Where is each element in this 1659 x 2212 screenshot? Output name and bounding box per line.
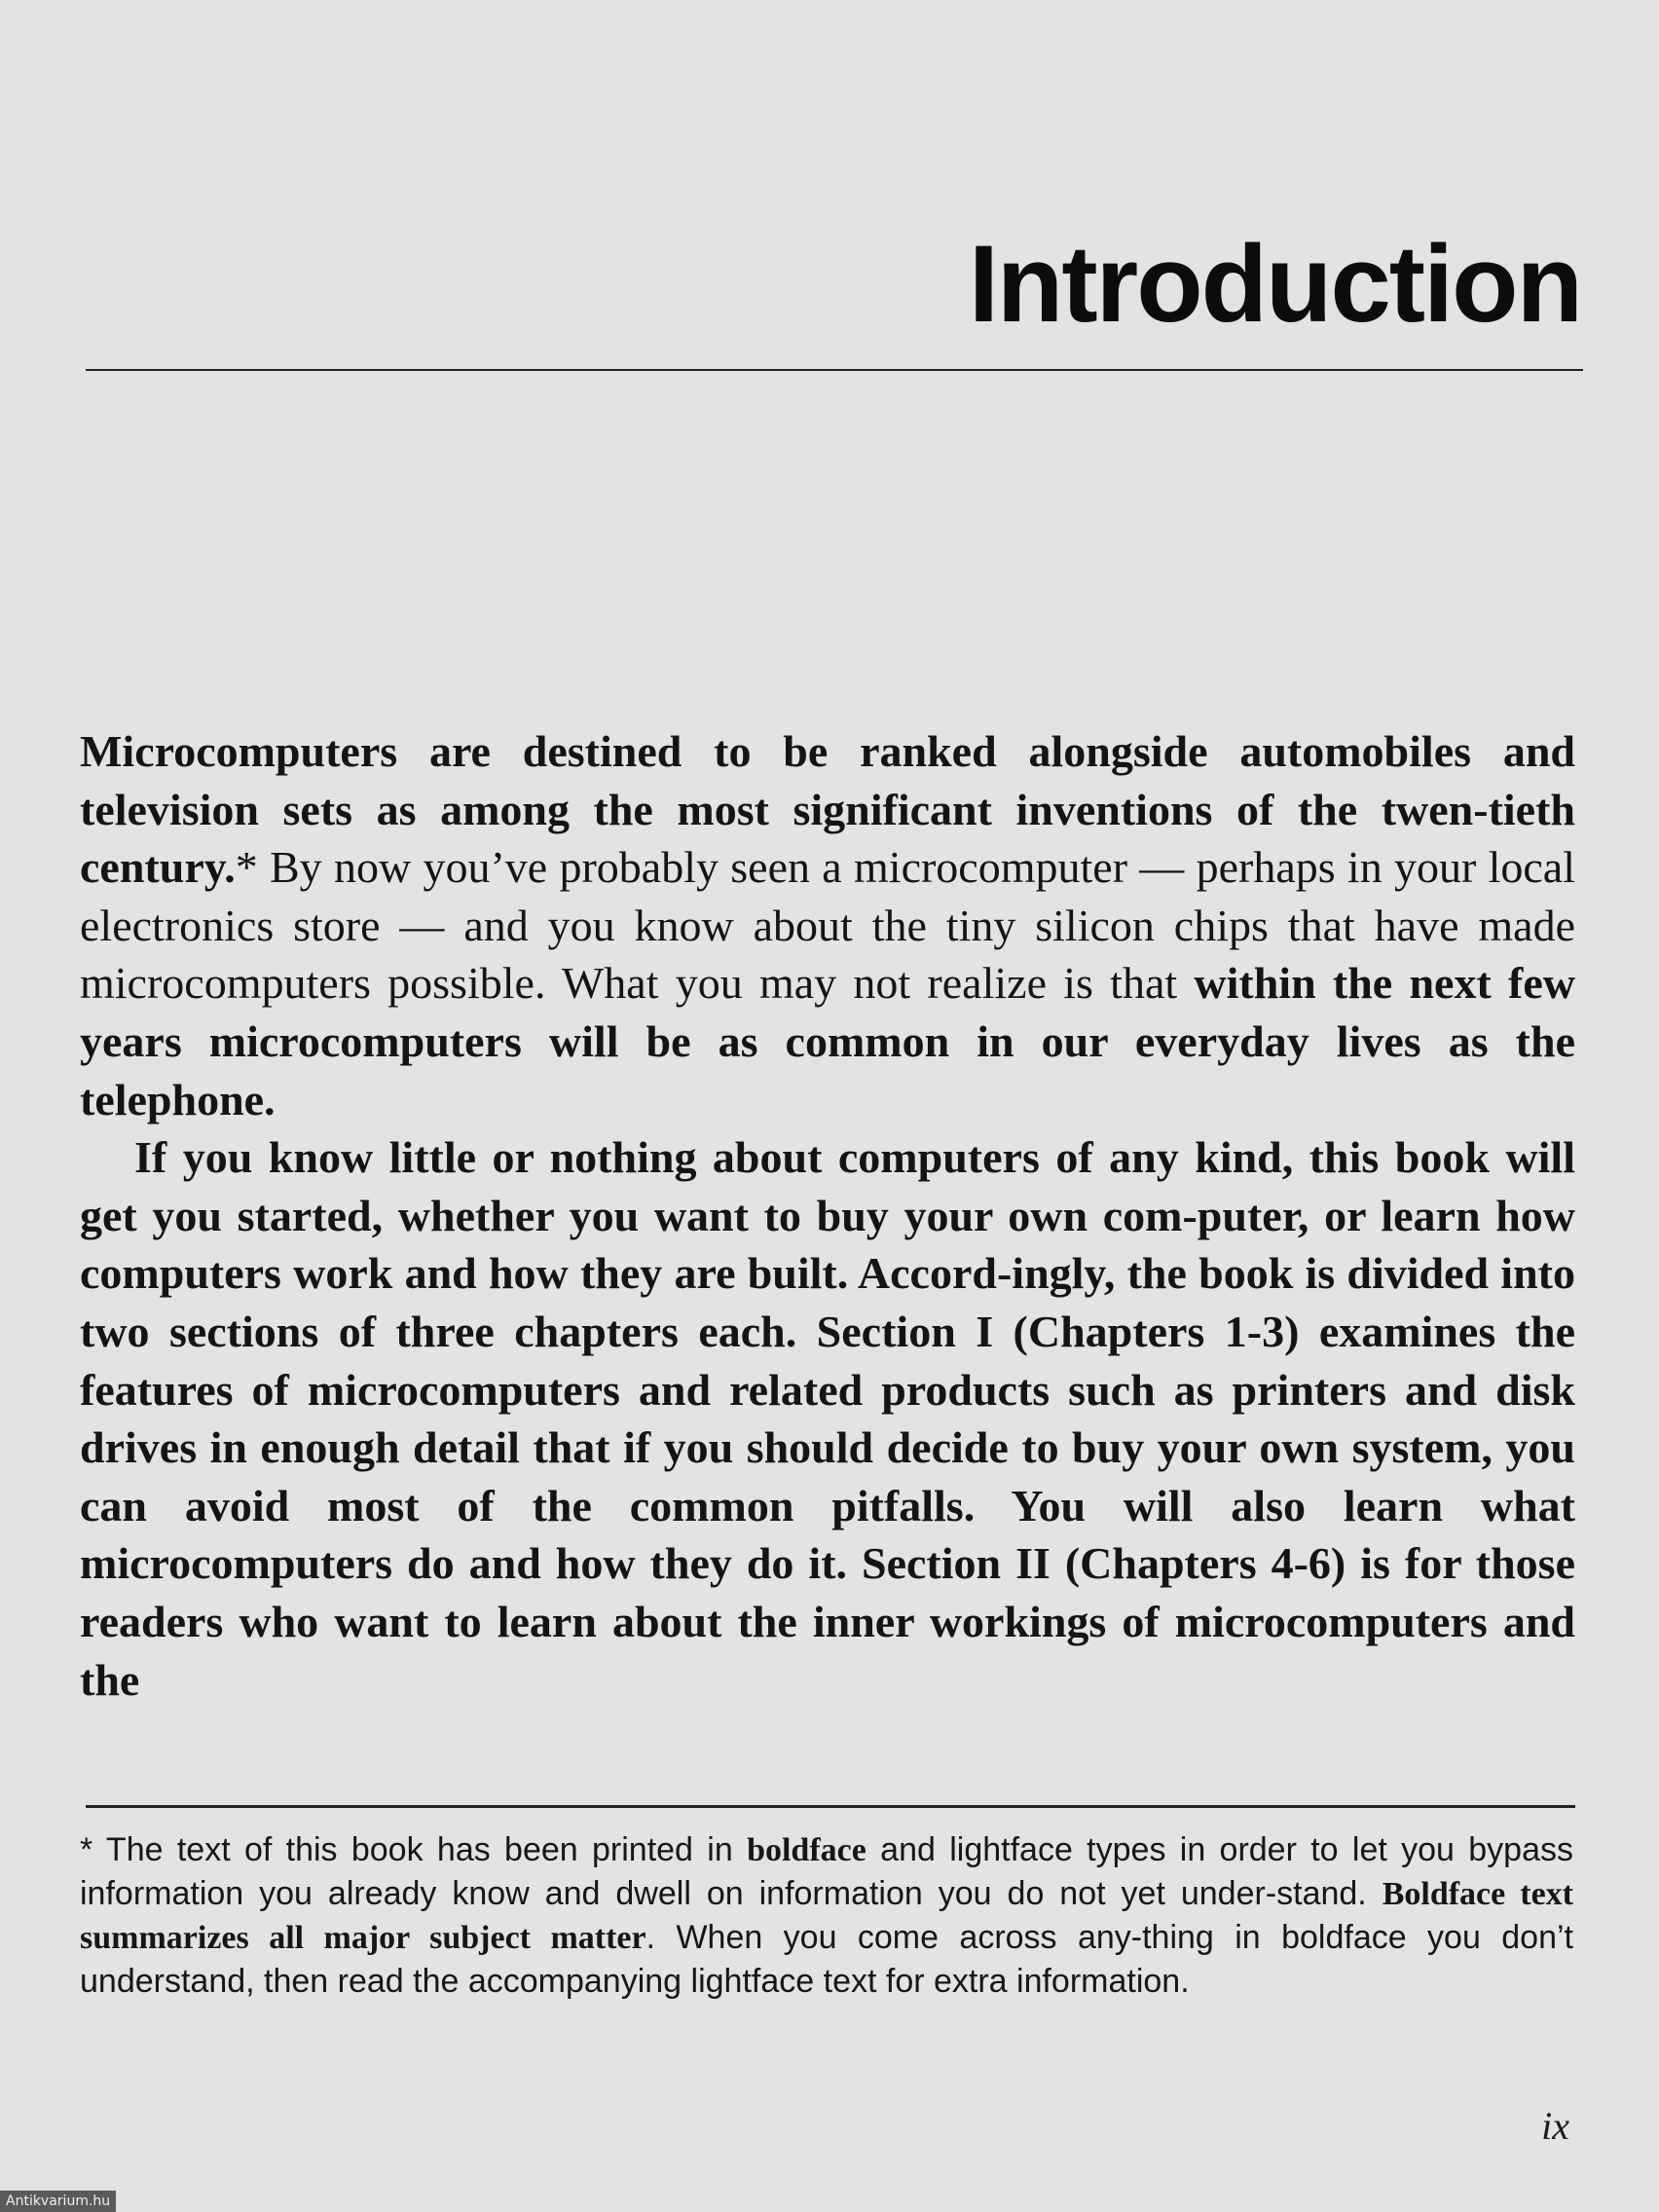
title-rule: [86, 369, 1583, 371]
footnote-text-1: * The text of this book has been printed in: [80, 1831, 748, 1868]
footnote-bold-1: boldface: [747, 1832, 866, 1868]
footnote-text-2: and lightface types in order to let you bypass information you already know and dwell on information you do not yet under-stand.: [80, 1831, 1574, 1912]
p1-bold-intro: Microcomputers are destined to be ranked alongside automobiles and television sets as among the most significant inventions of the twen-tieth century.: [80, 726, 1575, 893]
paragraph-2: [80, 1128, 1575, 1709]
footnote-text-3: . When you come across any-thing in boldface you don’t understand, then read the accompanying lightface text for extra information.: [80, 1919, 1573, 2000]
footnote: [80, 1828, 1573, 2003]
p1-lightface: * By now you’ve probably seen a microcomputer — perhaps in your local electronics store — and you know about the tiny silicon chips that have made microcomputers possible. What you may not realize is that: [80, 842, 1575, 1009]
page-number: ix: [1541, 2104, 1569, 2148]
body-text: [80, 722, 1575, 1709]
p1-bold-conclusion: within the next few years microcomputers will be as common in our everyday lives as the telephone.: [80, 958, 1575, 1124]
paragraph-1: [80, 722, 1575, 1128]
footnote-rule: [86, 1805, 1575, 1808]
chapter-title: Introduction: [968, 223, 1581, 345]
footnote-bold-2: Boldface text summarizes all major subject matter: [80, 1876, 1573, 1956]
p2-bold: If you know little or nothing about computers of any kind, this book will get you started, whether you want to buy your own com-puter, or learn how computers work and how they are built. Accord-ingly, the book is divided into two sections of three chapters each. Section I (Chapters 1-3) examines the features of microcomputers and related products such as printers and disk drives in enough detail that if you should decide to buy your own system, you can avoid most of the common pitfalls. You will also learn what microcomputers do and how they do it. Section II (Chapters 4-6) is for those readers who want to learn about the inner workings of microcomputers and the: [80, 1132, 1575, 1705]
watermark: Antikvarium.hu: [0, 2191, 116, 2212]
